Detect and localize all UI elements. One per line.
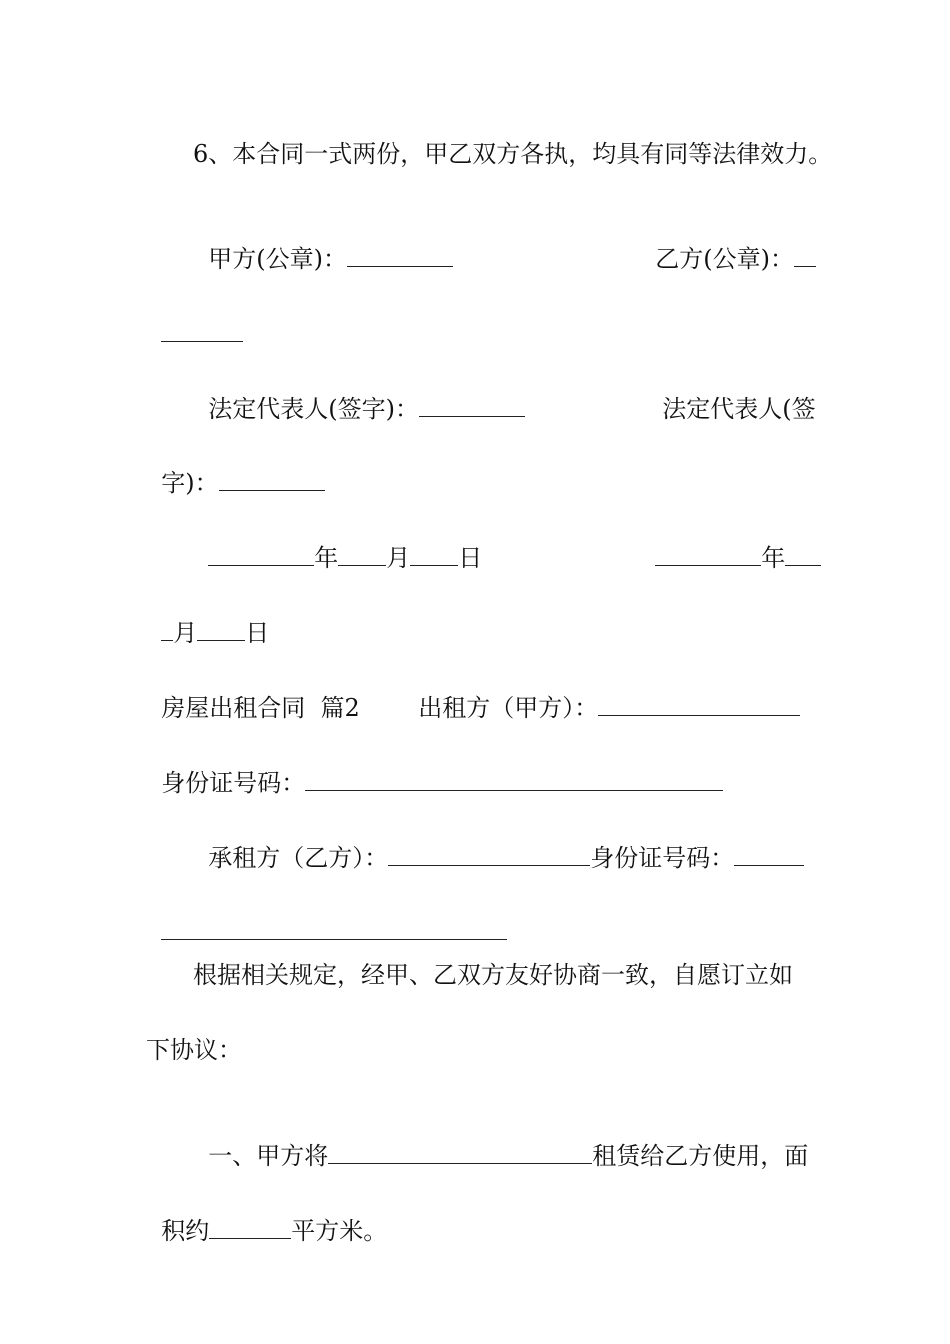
rep-b-label-1: 法定代表人(签 [662,395,816,423]
item-1-label-a: 一、甲方将 [208,1142,329,1170]
lessor-line [403,660,800,722]
item-1-label-b: 租赁给乙方使用，面 [592,1142,809,1170]
date-b-day-blank [197,618,245,641]
lessor-label: 出租方（甲方）： [418,694,599,722]
party-b-seal-blank [794,244,816,267]
lessor-id-blank [305,768,723,791]
date-b-month-blank-1 [785,543,821,566]
party-b-seal-line [640,211,816,273]
party-a-seal-line [193,211,453,273]
item-1-label-d: 平方米。 [291,1217,388,1245]
date-a-year: 年 [314,544,339,572]
rep-a-label: 法定代表人(签字)： [208,395,419,423]
party-a-seal-label: 甲方(公章)： [208,245,347,273]
lessee-id-blank-2 [161,917,507,940]
lessor-id-label: 身份证号码： [161,769,306,797]
date-a-month: 月 [386,544,411,572]
lessor-id-line [146,735,723,797]
party-b-seal-blank-cont [146,286,243,318]
rep-b-blank [219,468,325,491]
date-a-year-blank [208,543,314,566]
party-b-seal-blank-2 [161,319,243,342]
para-1a: 根据相关规定，经甲、乙双方友好协商一致，自愿订立如 [193,961,793,989]
item-1-label-c: 积约 [161,1217,210,1245]
rep-b-line [647,361,816,423]
lessee-id-label: 身份证号码： [590,844,735,872]
rep-b-label-2: 字)： [161,469,219,497]
party-b-seal-label: 乙方(公章)： [655,245,794,273]
date-b-line-2 [146,585,270,647]
date-b-month-blank-2 [161,618,173,641]
lessee-label: 承租方（乙方）： [208,844,389,872]
item-1-line [193,1108,809,1170]
date-b-year-blank [655,543,761,566]
date-b-month: 月 [173,619,198,647]
clause-6: 6、本合同一式两份，甲乙双方各执，均具有同等法律效力。 [193,140,833,168]
date-a-month-blank [338,543,386,566]
party-a-seal-blank [347,244,453,267]
date-b-day: 日 [245,619,270,647]
lessee-blank [388,843,590,866]
item-1-area-blank [209,1216,291,1239]
date-a-day-blank [410,543,458,566]
rep-a-line [193,361,525,423]
rep-a-blank [419,394,525,417]
date-a-line [193,510,483,572]
contract-heading-line [146,660,360,722]
lessee-line [193,810,804,872]
date-b-line [640,510,821,572]
lessee-id-blank-1 [734,843,804,866]
contract-heading: 房屋出租合同 篇2 [161,694,360,722]
lessee-id-line-2 [146,884,507,916]
lessor-blank [598,693,800,716]
rep-b-line-2 [146,435,325,497]
date-a-day: 日 [458,544,483,572]
para-1b: 下协议： [146,1036,242,1064]
item-1-line-2 [146,1183,388,1245]
date-b-year: 年 [761,544,786,572]
item-1-premises-blank [328,1141,592,1164]
